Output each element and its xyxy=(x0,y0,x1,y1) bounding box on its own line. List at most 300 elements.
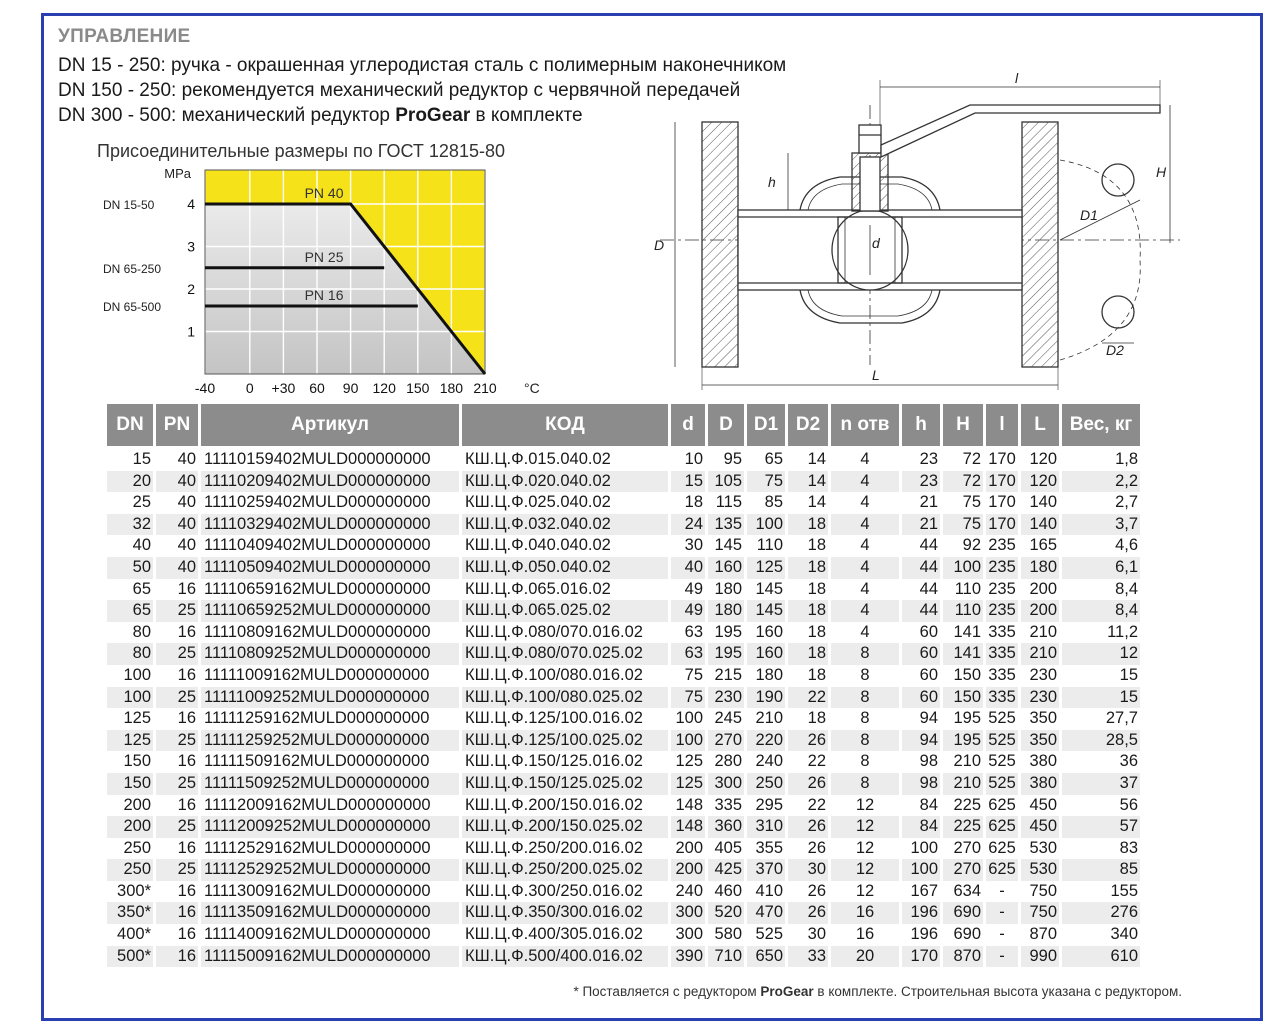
table-cell: 4 xyxy=(831,535,899,557)
table-cell: 22 xyxy=(788,795,828,817)
table-cell: 30 xyxy=(788,924,828,946)
table-cell: 625 xyxy=(986,816,1018,838)
table-cell: 210 xyxy=(1021,643,1059,665)
table-cell: 15 xyxy=(1062,665,1140,687)
table-cell: 16 xyxy=(156,708,198,730)
table-row xyxy=(107,535,1140,557)
table-cell: 25 xyxy=(156,773,198,795)
table-cell: 525 xyxy=(986,730,1018,752)
table-row xyxy=(107,902,1140,924)
table-cell: 60 xyxy=(902,622,940,644)
x-tick-label: -40 xyxy=(194,380,216,396)
table-cell: 18 xyxy=(788,535,828,557)
table-cell: 100 xyxy=(107,665,153,687)
table-cell: КШ.Ц.Ф.150/125.016.02 xyxy=(462,751,668,773)
table-cell: 85 xyxy=(747,492,785,514)
table-cell: 21 xyxy=(902,492,940,514)
col-holes: n отв xyxy=(831,404,899,449)
table-cell: 230 xyxy=(1021,687,1059,709)
y-tick-label: 2 xyxy=(187,281,195,297)
table-row xyxy=(107,471,1140,493)
table-cell: 300 xyxy=(708,773,744,795)
table-cell: 11110259402MULD000000000 xyxy=(201,492,459,514)
table-cell: 180 xyxy=(1021,557,1059,579)
table-cell: 4 xyxy=(831,600,899,622)
table-cell: КШ.Ц.Ф.250/200.016.02 xyxy=(462,838,668,860)
table-cell: 50 xyxy=(107,557,153,579)
table-cell: 170 xyxy=(902,946,940,968)
table-cell: 40 xyxy=(107,535,153,557)
table-cell: 60 xyxy=(902,687,940,709)
table-row xyxy=(107,816,1140,838)
specification-table xyxy=(104,404,1143,967)
table-cell: 120 xyxy=(1021,471,1059,493)
table-cell: 12 xyxy=(831,881,899,903)
table-cell: 72 xyxy=(943,471,983,493)
table-row xyxy=(107,557,1140,579)
table-row xyxy=(107,795,1140,817)
table-cell: 11110509402MULD000000000 xyxy=(201,557,459,579)
table-cell: КШ.Ц.Ф.250/200.025.02 xyxy=(462,859,668,881)
col-D1: D1 xyxy=(747,404,785,449)
table-cell: 250 xyxy=(107,859,153,881)
table-cell: 450 xyxy=(1021,795,1059,817)
table-cell: 405 xyxy=(708,838,744,860)
table-cell: 40 xyxy=(156,535,198,557)
table-cell: 4 xyxy=(831,579,899,601)
table-cell: 26 xyxy=(788,902,828,924)
table-cell: 25 xyxy=(156,600,198,622)
table-cell: 44 xyxy=(902,579,940,601)
table-cell: 98 xyxy=(902,751,940,773)
table-cell: 170 xyxy=(986,449,1018,471)
table-cell: КШ.Ц.Ф.350/300.016.02 xyxy=(462,902,668,924)
table-cell: 16 xyxy=(156,924,198,946)
table-cell: 18 xyxy=(788,622,828,644)
table-cell: 335 xyxy=(986,622,1018,644)
x-tick-label: 180 xyxy=(439,380,464,396)
table-cell: 65 xyxy=(107,600,153,622)
table-cell: 500* xyxy=(107,946,153,968)
table-cell: 690 xyxy=(943,902,983,924)
table-cell: КШ.Ц.Ф.015.040.02 xyxy=(462,449,668,471)
table-cell: 200 xyxy=(1021,579,1059,601)
table-cell: 22 xyxy=(788,687,828,709)
table-cell: 335 xyxy=(986,687,1018,709)
x-tick-label: 150 xyxy=(406,380,430,396)
table-cell: КШ.Ц.Ф.032.040.02 xyxy=(462,514,668,536)
table-cell: КШ.Ц.Ф.200/150.025.02 xyxy=(462,816,668,838)
table-cell: 110 xyxy=(747,535,785,557)
table-cell: 11110409402MULD000000000 xyxy=(201,535,459,557)
table-cell: 105 xyxy=(708,471,744,493)
table-cell: 340 xyxy=(1062,924,1140,946)
table-cell: 75 xyxy=(943,492,983,514)
table-cell: КШ.Ц.Ф.100/080.025.02 xyxy=(462,687,668,709)
y-tick-label: 3 xyxy=(187,238,195,255)
table-cell: 40 xyxy=(156,492,198,514)
table-cell: 6,1 xyxy=(1062,557,1140,579)
table-cell: 125 xyxy=(107,708,153,730)
pn25-label: PN 25 xyxy=(304,248,344,265)
table-cell: 390 xyxy=(671,946,705,968)
table-cell: 300* xyxy=(107,881,153,903)
table-cell: - xyxy=(986,924,1018,946)
table-cell: 80 xyxy=(107,622,153,644)
dn-range-label: DN 15-50 xyxy=(103,198,155,212)
table-cell: 4 xyxy=(831,514,899,536)
table-cell: 28,5 xyxy=(1062,730,1140,752)
table-cell: 240 xyxy=(671,881,705,903)
table-cell: 40 xyxy=(671,557,705,579)
table-cell: 16 xyxy=(156,622,198,644)
table-cell: 170 xyxy=(986,492,1018,514)
table-cell: 360 xyxy=(708,816,744,838)
table-cell: 990 xyxy=(1021,946,1059,968)
dim-D2: D2 xyxy=(1106,342,1124,358)
table-cell: 210 xyxy=(943,773,983,795)
table-cell: 100 xyxy=(943,557,983,579)
table-cell: 115 xyxy=(708,492,744,514)
dim-d: d xyxy=(872,235,880,251)
table-cell: 11110809252MULD000000000 xyxy=(201,643,459,665)
table-cell: 125 xyxy=(747,557,785,579)
y-tick-label: 4 xyxy=(187,196,195,212)
table-cell: 18 xyxy=(788,579,828,601)
table-cell: 26 xyxy=(788,881,828,903)
table-cell: 14 xyxy=(788,492,828,514)
table-cell: 634 xyxy=(943,881,983,903)
table-cell: 60 xyxy=(902,643,940,665)
table-row xyxy=(107,492,1140,514)
table-cell: 16 xyxy=(156,665,198,687)
table-cell: 11112009252MULD000000000 xyxy=(201,816,459,838)
table-cell: 16 xyxy=(831,924,899,946)
x-tick-label: +30 xyxy=(271,380,296,396)
table-cell: - xyxy=(986,902,1018,924)
table-cell: 350* xyxy=(107,902,153,924)
table-cell: 40 xyxy=(156,514,198,536)
table-cell: 57 xyxy=(1062,816,1140,838)
table-cell: 170 xyxy=(986,471,1018,493)
table-cell: 92 xyxy=(943,535,983,557)
table-cell: 200 xyxy=(671,859,705,881)
table-cell: 11111259252MULD000000000 xyxy=(201,730,459,752)
table-cell: 240 xyxy=(747,751,785,773)
table-cell: 8,4 xyxy=(1062,600,1140,622)
table-cell: 44 xyxy=(902,557,940,579)
table-cell: 410 xyxy=(747,881,785,903)
table-cell: 100 xyxy=(671,730,705,752)
table-cell: 150 xyxy=(943,665,983,687)
table-row xyxy=(107,859,1140,881)
control-line-2: DN 150 - 250: рекомендуется механический редуктор с червячной передачей xyxy=(58,80,741,101)
table-cell: 23 xyxy=(902,471,940,493)
table-cell: КШ.Ц.Ф.500/400.016.02 xyxy=(462,946,668,968)
table-cell: 37 xyxy=(1062,773,1140,795)
table-cell: 180 xyxy=(708,579,744,601)
table-cell: 16 xyxy=(156,751,198,773)
table-cell: 95 xyxy=(708,449,744,471)
table-cell: 11112529162MULD000000000 xyxy=(201,838,459,860)
table-cell: 18 xyxy=(788,643,828,665)
control-line-1: DN 15 - 250: ручка - окрашенная углеродистая сталь с полимерным наконечником xyxy=(58,55,787,76)
table-cell: 870 xyxy=(1021,924,1059,946)
table-cell: 11110659162MULD000000000 xyxy=(201,579,459,601)
table-cell: 140 xyxy=(1021,492,1059,514)
table-cell: 11112009162MULD000000000 xyxy=(201,795,459,817)
table-cell: 145 xyxy=(747,579,785,601)
table-cell: 25 xyxy=(107,492,153,514)
table-cell: 11111009162MULD000000000 xyxy=(201,665,459,687)
table-cell: 25 xyxy=(156,859,198,881)
table-cell: 4 xyxy=(831,449,899,471)
table-cell: 11113009162MULD000000000 xyxy=(201,881,459,903)
col-l: l xyxy=(986,404,1018,449)
table-cell: КШ.Ц.Ф.100/080.016.02 xyxy=(462,665,668,687)
brand-progear: ProGear xyxy=(395,105,471,126)
table-cell: 650 xyxy=(747,946,785,968)
table-cell: КШ.Ц.Ф.300/250.016.02 xyxy=(462,881,668,903)
table-cell: 160 xyxy=(747,622,785,644)
table-cell: 23 xyxy=(902,449,940,471)
table-cell: 18 xyxy=(788,665,828,687)
dn-range-label: DN 65-250 xyxy=(103,261,162,276)
table-row xyxy=(107,708,1140,730)
table-cell: 65 xyxy=(107,579,153,601)
table-cell: КШ.Ц.Ф.065.025.02 xyxy=(462,600,668,622)
table-cell: 380 xyxy=(1021,773,1059,795)
table-cell: 11110209402MULD000000000 xyxy=(201,471,459,493)
table-cell: КШ.Ц.Ф.200/150.016.02 xyxy=(462,795,668,817)
col-code: КОД xyxy=(462,404,668,449)
table-cell: 44 xyxy=(902,535,940,557)
table-cell: 750 xyxy=(1021,902,1059,924)
table-cell: КШ.Ц.Ф.125/100.025.02 xyxy=(462,730,668,752)
table-cell: 24 xyxy=(671,514,705,536)
footnote: * Поставляется с редуктором ProGear в комплекте. Строительная высота указана с редуктором. xyxy=(573,984,1182,999)
table-cell: 4 xyxy=(831,622,899,644)
table-cell: 40 xyxy=(156,471,198,493)
table-cell: 148 xyxy=(671,816,705,838)
table-cell: КШ.Ц.Ф.040.040.02 xyxy=(462,535,668,557)
table-cell: КШ.Ц.Ф.050.040.02 xyxy=(462,557,668,579)
table-cell: 33 xyxy=(788,946,828,968)
table-cell: 8 xyxy=(831,687,899,709)
table-cell: 525 xyxy=(986,708,1018,730)
table-cell: 195 xyxy=(943,730,983,752)
table-cell: 2,7 xyxy=(1062,492,1140,514)
table-cell: 15 xyxy=(1062,687,1140,709)
y-tick-label: 1 xyxy=(187,323,195,340)
table-cell: 40 xyxy=(156,449,198,471)
dn-range-label: DN 65-500 xyxy=(103,300,162,314)
table-cell: 18 xyxy=(671,492,705,514)
table-cell: 12 xyxy=(831,795,899,817)
table-cell: 625 xyxy=(986,838,1018,860)
table-cell: 276 xyxy=(1062,902,1140,924)
table-cell: КШ.Ц.Ф.080/070.025.02 xyxy=(462,643,668,665)
table-cell: 36 xyxy=(1062,751,1140,773)
table-cell: 380 xyxy=(1021,751,1059,773)
table-cell: КШ.Ц.Ф.025.040.02 xyxy=(462,492,668,514)
table-cell: 167 xyxy=(902,881,940,903)
table-cell: 120 xyxy=(1021,449,1059,471)
table-cell: 310 xyxy=(747,816,785,838)
table-cell: 525 xyxy=(747,924,785,946)
x-tick-label: 120 xyxy=(372,380,396,396)
table-cell: 11112529252MULD000000000 xyxy=(201,859,459,881)
table-cell: 230 xyxy=(708,687,744,709)
table-cell: 8 xyxy=(831,643,899,665)
table-cell: 65 xyxy=(747,449,785,471)
table-cell: 470 xyxy=(747,902,785,924)
table-cell: 300 xyxy=(671,902,705,924)
table-cell: 12 xyxy=(1062,643,1140,665)
table-cell: 18 xyxy=(788,708,828,730)
table-cell: 16 xyxy=(831,902,899,924)
table-cell: 44 xyxy=(902,600,940,622)
table-cell: 15 xyxy=(671,471,705,493)
dim-D1: D1 xyxy=(1080,207,1098,223)
table-cell: 72 xyxy=(943,449,983,471)
table-cell: 200 xyxy=(107,816,153,838)
table-cell: 4,6 xyxy=(1062,535,1140,557)
valve-drawing xyxy=(640,65,1200,395)
table-cell: 11115009162MULD000000000 xyxy=(201,946,459,968)
table-cell: 125 xyxy=(671,751,705,773)
table-cell: 100 xyxy=(107,687,153,709)
col-weight: Вес, кг xyxy=(1062,404,1140,449)
col-D: D xyxy=(708,404,744,449)
table-cell: 235 xyxy=(986,579,1018,601)
table-cell: 335 xyxy=(986,643,1018,665)
table-cell: КШ.Ц.Ф.125/100.016.02 xyxy=(462,708,668,730)
table-cell: 870 xyxy=(943,946,983,968)
table-row xyxy=(107,665,1140,687)
table-cell: 11114009162MULD000000000 xyxy=(201,924,459,946)
table-cell: 56 xyxy=(1062,795,1140,817)
table-cell: 25 xyxy=(156,816,198,838)
table-cell: 18 xyxy=(788,514,828,536)
table-row xyxy=(107,579,1140,601)
pn40-label: PN 40 xyxy=(304,185,344,201)
table-cell: 200 xyxy=(107,795,153,817)
col-L: L xyxy=(1021,404,1059,449)
table-cell: 16 xyxy=(156,902,198,924)
table-row xyxy=(107,687,1140,709)
table-cell: 85 xyxy=(1062,859,1140,881)
table-cell: 135 xyxy=(708,514,744,536)
table-cell: 400* xyxy=(107,924,153,946)
table-cell: 160 xyxy=(747,643,785,665)
table-cell: 1,8 xyxy=(1062,449,1140,471)
table-cell: 141 xyxy=(943,622,983,644)
table-cell: 195 xyxy=(943,708,983,730)
table-cell: 141 xyxy=(943,643,983,665)
table-cell: 83 xyxy=(1062,838,1140,860)
table-cell: 110 xyxy=(943,579,983,601)
table-cell: 84 xyxy=(902,816,940,838)
table-cell: 11111509252MULD000000000 xyxy=(201,773,459,795)
table-cell: 22 xyxy=(788,751,828,773)
table-cell: 26 xyxy=(788,730,828,752)
table-cell: 200 xyxy=(671,838,705,860)
table-cell: 160 xyxy=(708,557,744,579)
col-D2: D2 xyxy=(788,404,828,449)
table-cell: 195 xyxy=(708,622,744,644)
table-cell: 210 xyxy=(943,751,983,773)
table-cell: 20 xyxy=(107,471,153,493)
table-cell: 235 xyxy=(986,557,1018,579)
table-cell: 8 xyxy=(831,708,899,730)
table-cell: 11110329402MULD000000000 xyxy=(201,514,459,536)
col-d: d xyxy=(671,404,705,449)
table-cell: 12 xyxy=(831,816,899,838)
table-cell: 300 xyxy=(671,924,705,946)
table-cell: 250 xyxy=(747,773,785,795)
table-cell: 25 xyxy=(156,643,198,665)
table-cell: 14 xyxy=(788,449,828,471)
table-cell: 8,4 xyxy=(1062,579,1140,601)
table-cell: 710 xyxy=(708,946,744,968)
table-cell: 170 xyxy=(986,514,1018,536)
table-cell: 8 xyxy=(831,730,899,752)
table-row xyxy=(107,751,1140,773)
table-cell: 30 xyxy=(671,535,705,557)
table-cell: 26 xyxy=(788,816,828,838)
table-cell: КШ.Ц.Ф.150/125.025.02 xyxy=(462,773,668,795)
table-cell: 148 xyxy=(671,795,705,817)
dim-D: D xyxy=(654,237,665,253)
table-cell: 75 xyxy=(943,514,983,536)
control-line-3: DN 300 - 500: механический редуктор ProGear в комплекте xyxy=(58,105,583,126)
table-cell: 26 xyxy=(788,838,828,860)
section-title: УПРАВЛЕНИЕ xyxy=(58,26,191,47)
table-row xyxy=(107,924,1140,946)
col-article: Артикул xyxy=(201,404,459,449)
table-cell: 245 xyxy=(708,708,744,730)
table-cell: 750 xyxy=(1021,881,1059,903)
table-cell: 8 xyxy=(831,773,899,795)
dim-l-small: l xyxy=(1015,70,1019,86)
table-cell: 180 xyxy=(747,665,785,687)
table-cell: 49 xyxy=(671,579,705,601)
table-cell: 225 xyxy=(943,795,983,817)
table-row xyxy=(107,838,1140,860)
table-cell: 15 xyxy=(107,449,153,471)
table-cell: 94 xyxy=(902,708,940,730)
table-cell: 460 xyxy=(708,881,744,903)
table-cell: 355 xyxy=(747,838,785,860)
table-row xyxy=(107,946,1140,968)
table-cell: 350 xyxy=(1021,730,1059,752)
table-cell: 610 xyxy=(1062,946,1140,968)
table-cell: 16 xyxy=(156,838,198,860)
table-cell: 525 xyxy=(986,751,1018,773)
gost-caption: Присоединительные размеры по ГОСТ 12815-80 xyxy=(97,141,505,161)
table-cell: 180 xyxy=(708,600,744,622)
table-row xyxy=(107,643,1140,665)
table-cell: 270 xyxy=(708,730,744,752)
table-cell: 75 xyxy=(671,665,705,687)
table-row xyxy=(107,622,1140,644)
table-cell: 40 xyxy=(156,557,198,579)
table-cell: 25 xyxy=(156,687,198,709)
table-cell: 196 xyxy=(902,902,940,924)
table-cell: 80 xyxy=(107,643,153,665)
table-cell: 10 xyxy=(671,449,705,471)
